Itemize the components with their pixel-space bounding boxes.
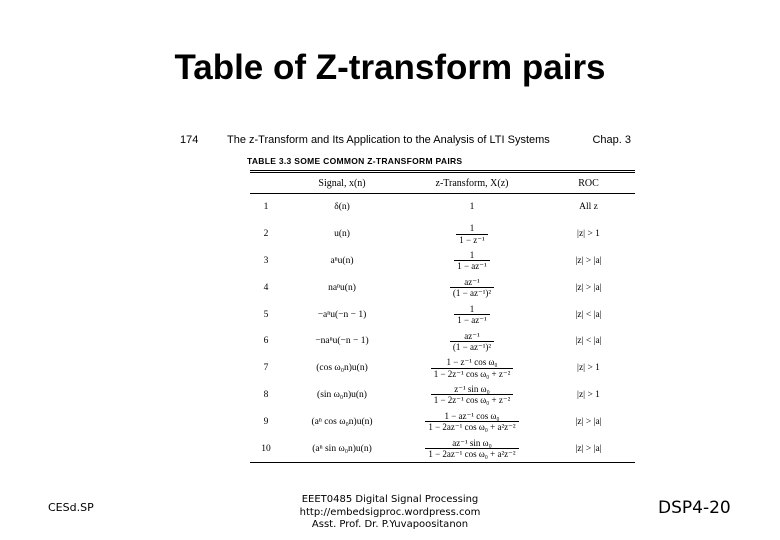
row-roc: |z| < |a|	[575, 309, 602, 320]
row-transform	[402, 277, 542, 299]
row-transform	[402, 331, 542, 353]
footer-author: Asst. Prof. Dr. P.Yuvapoositanon	[311, 519, 469, 530]
row-index: 5	[263, 309, 269, 320]
row-index: 6	[263, 336, 269, 347]
row-index: 9	[263, 416, 269, 427]
row-signal: δ(n)	[334, 202, 350, 213]
fraction	[425, 411, 518, 433]
fraction-denominator: 1 − az⁻¹	[454, 260, 490, 271]
row-transform	[402, 357, 542, 379]
row-roc: |z| < |a|	[575, 336, 602, 347]
header-roc: ROC	[578, 177, 599, 189]
row-transform: 1	[469, 202, 475, 213]
fraction-numerator: 1	[469, 303, 475, 314]
row-roc: |z| > |a|	[575, 443, 602, 454]
z-transform-table	[250, 170, 635, 463]
row-signal: (aⁿ sin ω₀n)u(n)	[312, 443, 372, 454]
table-row	[250, 194, 635, 221]
fraction-denominator: 1 − z⁻¹	[456, 234, 488, 245]
row-signal: −aⁿu(−n − 1)	[317, 309, 367, 320]
fraction-numerator: 1 − z⁻¹ cos ω₀	[446, 357, 498, 368]
fraction-numerator: 1	[469, 223, 475, 234]
row-signal: (aⁿ cos ω₀n)u(n)	[311, 416, 373, 427]
row-transform	[402, 223, 542, 245]
fraction	[431, 384, 514, 406]
table-row	[250, 435, 635, 462]
footer-course-info	[250, 494, 530, 532]
fraction	[450, 277, 494, 299]
row-transform	[402, 438, 542, 460]
row-index: 2	[263, 229, 269, 240]
row-signal: −naⁿu(−n − 1)	[315, 336, 369, 347]
table-body	[250, 194, 635, 462]
row-transform	[402, 411, 542, 433]
fraction-numerator: az⁻¹ sin ω₀	[452, 437, 492, 448]
table-row	[250, 328, 635, 355]
fraction	[425, 438, 518, 460]
book-page-header	[175, 134, 645, 150]
row-index: 10	[261, 443, 271, 454]
row-signal: u(n)	[334, 229, 350, 240]
fraction	[454, 304, 490, 326]
book-chapter-label: Chap. 3	[592, 134, 631, 146]
fraction-denominator: 1 − az⁻¹	[454, 314, 490, 325]
row-roc: |z| > |a|	[575, 255, 602, 266]
footer-institution: CESd.SP	[48, 501, 94, 514]
fraction	[456, 223, 488, 245]
fraction	[454, 250, 490, 272]
table-row	[250, 408, 635, 435]
row-transform	[402, 250, 542, 272]
row-index: 1	[263, 202, 269, 213]
header-transform: z-Transform, X(z)	[435, 177, 509, 189]
table-row	[250, 248, 635, 275]
table-row	[250, 221, 635, 248]
table-caption: TABLE 3.3 SOME COMMON Z-TRANSFORM PAIRS	[247, 156, 463, 166]
table-header-row	[250, 173, 635, 193]
fraction-denominator: (1 − az⁻¹)²	[450, 341, 494, 352]
footer-url: http://embedsigproc.wordpress.com	[299, 506, 481, 518]
table-row	[250, 355, 635, 382]
book-running-head: The z-Transform and Its Application to the Analysis of LTI Systems	[227, 134, 550, 146]
fraction-denominator: 1 − 2az⁻¹ cos ω₀ + a²z⁻²	[425, 448, 518, 459]
fraction-denominator: 1 − 2z⁻¹ cos ω₀ + z⁻²	[431, 368, 514, 379]
row-index: 3	[263, 255, 269, 266]
fraction-denominator: 1 − 2z⁻¹ cos ω₀ + z⁻²	[431, 394, 514, 405]
row-index: 4	[263, 282, 269, 293]
book-page-number: 174	[180, 134, 199, 146]
row-signal: (cos ω₀n)u(n)	[316, 363, 368, 374]
row-index: 8	[263, 389, 269, 400]
row-roc: |z| > |a|	[575, 416, 602, 427]
fraction-numerator: z⁻¹ sin ω₀	[454, 384, 490, 395]
row-signal: aⁿu(n)	[330, 255, 354, 266]
row-signal: naⁿu(n)	[328, 282, 356, 293]
table-row	[250, 382, 635, 409]
scanned-table-image	[175, 128, 645, 478]
row-index: 7	[263, 363, 269, 374]
fraction	[450, 331, 494, 353]
row-transform	[402, 384, 542, 406]
fraction-numerator: az⁻¹	[464, 276, 480, 287]
fraction	[431, 357, 514, 379]
table-row	[250, 301, 635, 328]
row-roc: |z| > |a|	[575, 282, 602, 293]
row-roc: |z| > 1	[577, 363, 600, 374]
fraction-numerator: az⁻¹	[464, 330, 480, 341]
row-roc: All z	[579, 202, 598, 213]
fraction-numerator: 1 − az⁻¹ cos ω₀	[444, 410, 500, 421]
row-roc: |z| > 1	[577, 229, 600, 240]
row-signal: (sin ω₀n)u(n)	[317, 389, 367, 400]
table-bottom-rule	[250, 462, 635, 463]
row-transform	[402, 304, 542, 326]
fraction-numerator: 1	[469, 250, 475, 261]
footer-course-title: EEET0485 Digital Signal Processing	[301, 494, 479, 505]
slide-number: DSP4-20	[658, 498, 731, 518]
fraction-denominator: (1 − az⁻¹)²	[450, 287, 494, 298]
row-roc: |z| > 1	[577, 389, 600, 400]
header-signal: Signal, x(n)	[318, 177, 366, 189]
table-row	[250, 274, 635, 301]
fraction-denominator: 1 − 2az⁻¹ cos ω₀ + a²z⁻²	[425, 421, 518, 432]
slide-title: Table of Z-transform pairs	[174, 48, 606, 87]
